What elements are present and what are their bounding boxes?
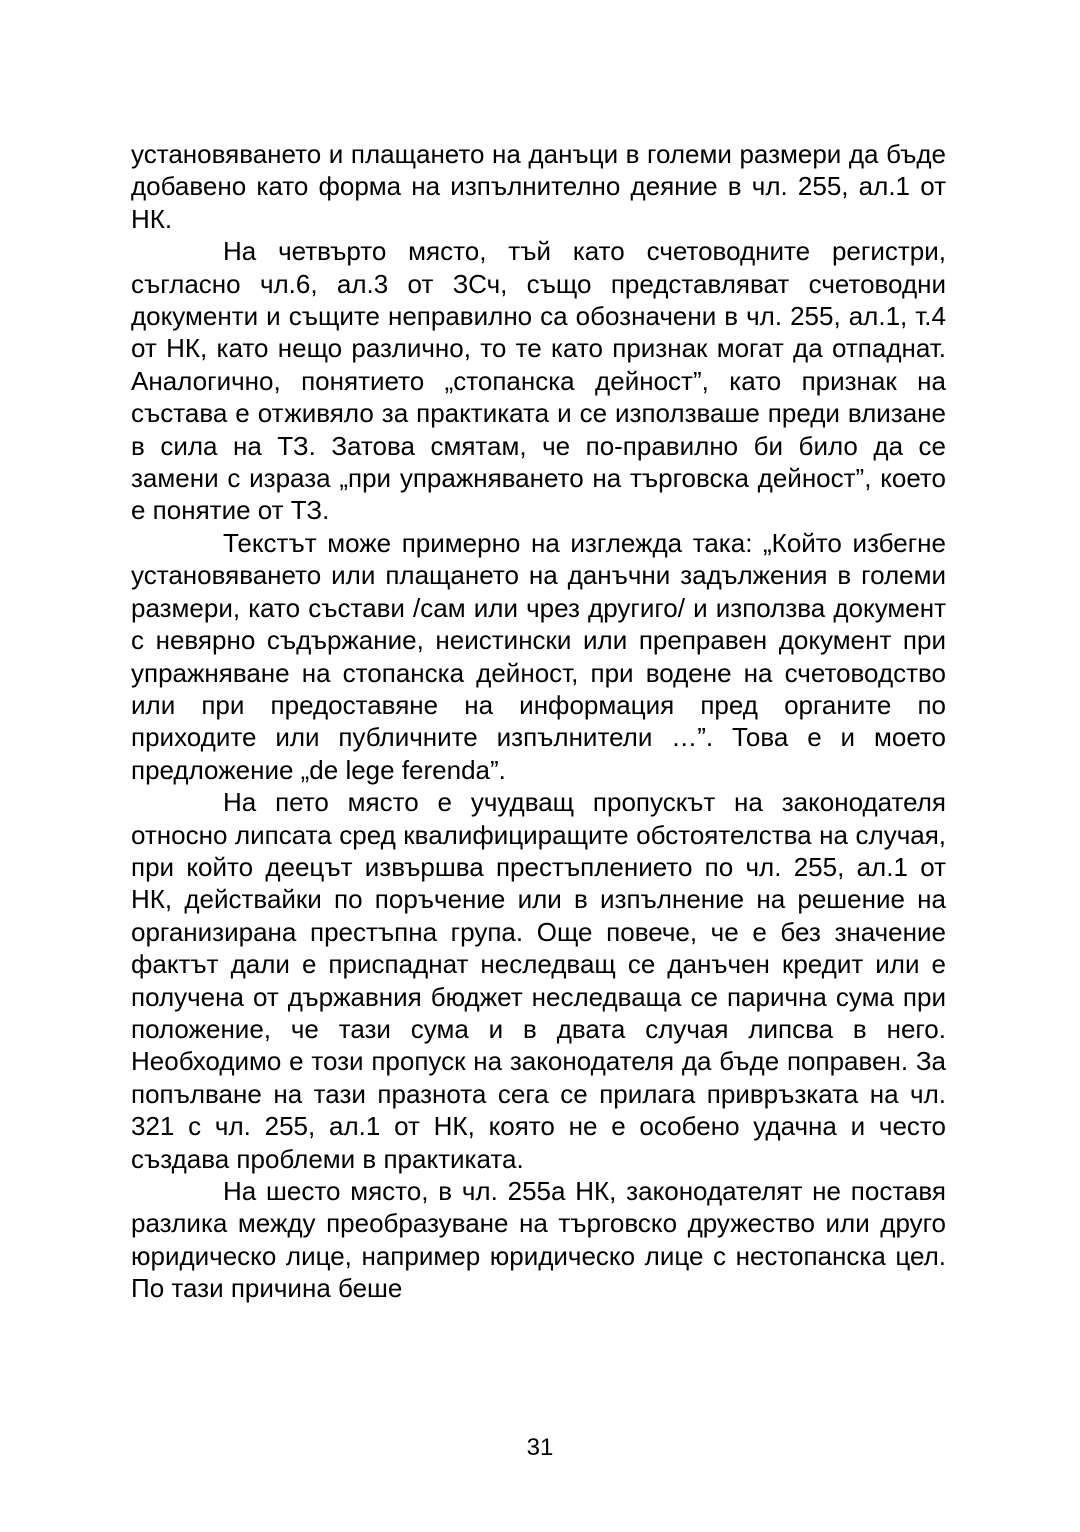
paragraph-3: Текстът може примерно на изглежда така: „Който избегне установяването или плащането на данъчни задължения в големи размери, като състави /сам или чрез другиго/ и използва документ с невярно съдържание, неистински или преправен документ при упражняване на стопанска дейност, при водене на счетоводство или при предоставяне на информация пред органите по приходите или публичните изпълнители …”. Това е и моето предложение „de lege ferenda”. — [131, 527, 946, 785]
paragraph-1: установяването и плащането на данъци в големи размери да бъде добавено като форма на изпълнително деяние в чл. 255, ал.1 от НК. — [131, 139, 946, 234]
page-body — [131, 138, 946, 1305]
page-number: 31 — [526, 1434, 554, 1461]
paragraph-2: На четвърто място, тъй като счетоводните регистри, съгласно чл.6, ал.3 от ЗСч, също представляват счетоводни документи и същите неправилно са обозначени в чл. 255, ал.1, т.4 от НК, като нещо различно, то те като признак могат да отпаднат. Аналогично, понятието „стопанска дейност”, като признак на състава е отживяло за практиката и се използваше преди влизане в сила на ТЗ. Затова смятам, че по-правилно би било да се замени с израза „при упражняването на търговска дейност”, което е понятие от ТЗ. — [131, 236, 946, 526]
paragraph-4: На пето място е учудващ пропускът на законодателя относно липсата сред квалифициращите обстоятелства на случая, при който деецът извършва престъплението по чл. 255, ал.1 от НК, действайки по поръчение или в изпълнение на решение на организирана престъпна група. Още повече, че е без значение фактът дали е приспаднат неследващ се данъчен кредит или е получена от държавния бюджет неследваща се парична сума при положение, че тази сума и в двата случая липсва в него. Необходимо е този пропуск на законодателя да бъде поправен. За попълване на тази празнота сега се прилага привръзката на чл. 321 с чл. 255, ал.1 от НК, която не е особено удачна и често създава проблеми в практиката. — [131, 787, 946, 1174]
paragraph-5: На шесто място, в чл. 255а НК, законодателят не поставя разлика между преобразуване на търговско дружество или друго юридическо лице, например юридическо лице с нестопанска цел. По тази причина беше — [131, 1176, 946, 1304]
